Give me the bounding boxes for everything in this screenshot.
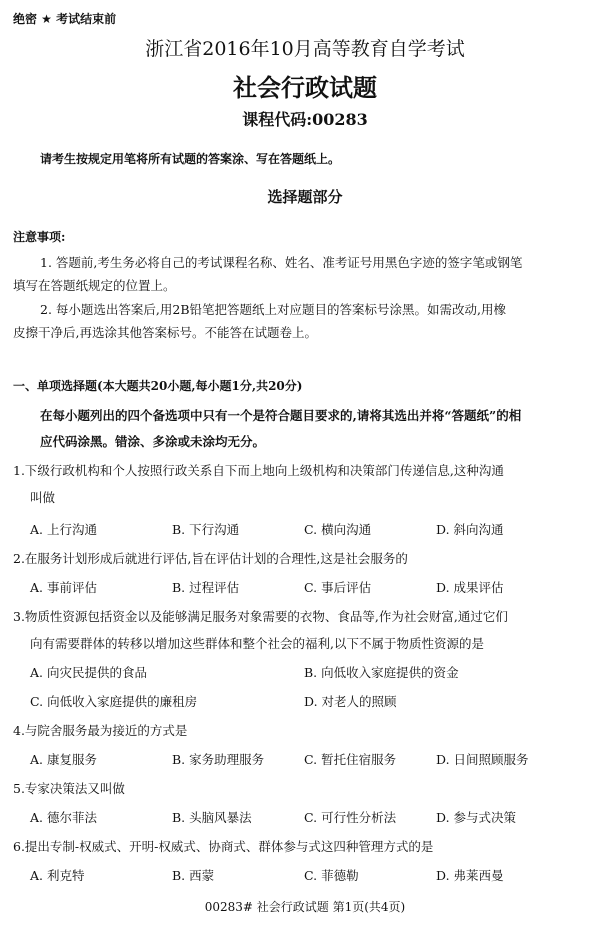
note-item-1-line-2: 填写在答题纸规定的位置上。 bbox=[13, 278, 176, 293]
question-6-line-1: 6.提出专制-权威式、开明-权威式、协商式、群体参与式这四种管理方式的是 bbox=[13, 839, 434, 854]
part1-instruction-line-1: 在每小题列出的四个备选项中只有一个是符合题目要求的,请将其选出并将“答题纸”的相 bbox=[40, 408, 522, 423]
course-code: 课程代码:00283 bbox=[242, 110, 368, 129]
question-2-option-a: A. 事前评估 bbox=[30, 580, 97, 595]
question-3-option-d: D. 对老人的照顾 bbox=[304, 694, 397, 709]
question-3-option-b: B. 向低收入家庭提供的资金 bbox=[304, 665, 459, 680]
note-item-2-line-2: 皮擦干净后,再选涂其他答案标号。不能答在试题卷上。 bbox=[13, 325, 317, 340]
question-5-option-a: A. 德尔菲法 bbox=[30, 810, 97, 825]
question-2-option-c: C. 事后评估 bbox=[304, 580, 372, 595]
question-6-option-d: D. 弗莱西曼 bbox=[436, 868, 504, 883]
exam-title: 浙江省2016年10月高等教育自学考试 bbox=[145, 38, 465, 60]
question-4-option-a: A. 康复服务 bbox=[30, 752, 97, 767]
question-2-option-b: B. 过程评估 bbox=[172, 580, 240, 595]
question-1-option-c: C. 横向沟通 bbox=[304, 522, 372, 537]
question-6-option-c: C. 菲德勒 bbox=[304, 868, 359, 883]
question-1-option-a: A. 上行沟通 bbox=[30, 522, 97, 537]
page-footer: 00283# 社会行政试题 第1页(共4页) bbox=[204, 900, 406, 914]
question-2-option-d: D. 成果评估 bbox=[436, 580, 504, 595]
question-3-option-c: C. 向低收入家庭提供的廉租房 bbox=[30, 694, 198, 709]
answer-notice: 请考生按规定用笔将所有试题的答案涂、写在答题纸上。 bbox=[40, 152, 341, 166]
question-2-line-1: 2.在服务计划形成后就进行评估,旨在评估计划的合理性,这是社会服务的 bbox=[13, 551, 408, 566]
notes-heading: 注意事项: bbox=[13, 230, 66, 244]
part1-heading: 一、单项选择题(本大题共20小题,每小题1分,共20分) bbox=[13, 379, 303, 393]
question-5-line-1: 5.专家决策法又叫做 bbox=[13, 781, 125, 796]
secret-mark: 绝密 ★ 考试结束前 bbox=[13, 12, 117, 26]
question-4-line-1: 4.与院舍服务最为接近的方式是 bbox=[13, 723, 188, 738]
question-4-option-b: B. 家务助理服务 bbox=[172, 752, 265, 767]
question-4-option-c: C. 暂托住宿服务 bbox=[304, 752, 397, 767]
section-title: 选择题部分 bbox=[267, 188, 343, 206]
question-1-option-b: B. 下行沟通 bbox=[172, 522, 240, 537]
question-1-option-d: D. 斜向沟通 bbox=[436, 522, 504, 537]
question-5-option-c: C. 可行性分析法 bbox=[304, 810, 397, 825]
question-1-line-2: 叫做 bbox=[30, 490, 56, 505]
question-4-option-d: D. 日间照顾服务 bbox=[436, 752, 529, 767]
question-6-option-a: A. 利克特 bbox=[30, 868, 85, 883]
question-1-line-1: 1.下级行政机构和个人按照行政关系自下而上地向上级机构和决策部门传递信息,这种沟通 bbox=[13, 463, 504, 478]
question-5-option-b: B. 头脑风暴法 bbox=[172, 810, 252, 825]
question-3-line-1: 3.物质性资源包括资金以及能够满足服务对象需要的衣物、食品等,作为社会财富,通过它们 bbox=[13, 609, 508, 624]
question-3-line-2: 向有需要群体的转移以增加这些群体和整个社会的福利,以下不属于物质性资源的是 bbox=[30, 636, 484, 651]
subject-title: 社会行政试题 bbox=[233, 73, 377, 102]
part1-instruction-line-2: 应代码涂黑。错涂、多涂或未涂均无分。 bbox=[40, 434, 266, 449]
question-3-option-a: A. 向灾民提供的食品 bbox=[30, 665, 147, 680]
note-item-1-line-1: 1. 答题前,考生务必将自己的考试课程名称、姓名、准考证号用黑色字迹的签字笔或钢笔 bbox=[40, 255, 523, 270]
question-6-option-b: B. 西蒙 bbox=[172, 868, 215, 883]
note-item-2-line-1: 2. 每小题选出答案后,用2B铅笔把答题纸上对应题目的答案标号涂黑。如需改动,用橡 bbox=[40, 302, 506, 317]
question-5-option-d: D. 参与式决策 bbox=[436, 810, 517, 825]
